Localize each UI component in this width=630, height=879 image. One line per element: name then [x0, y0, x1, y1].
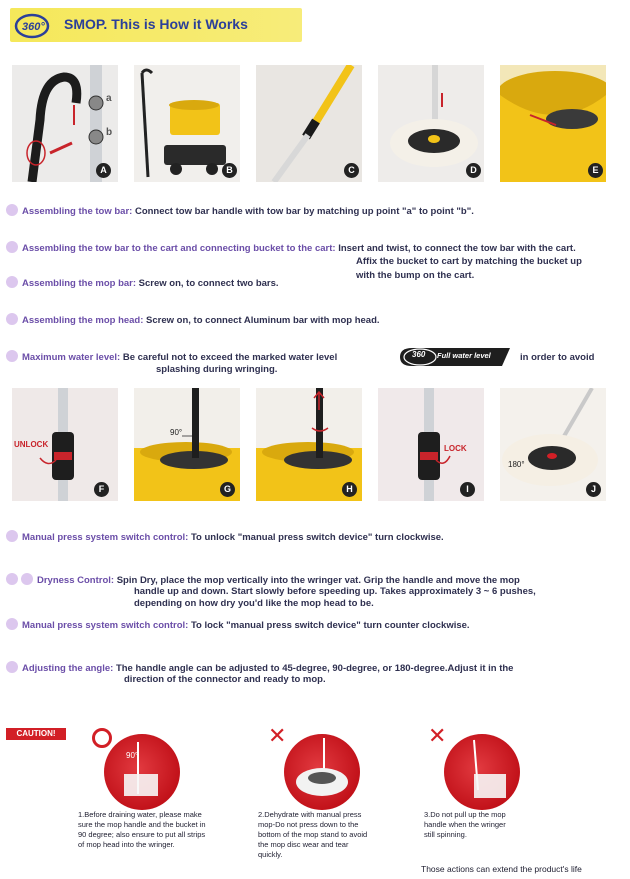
step-d-text: Screw on, to connect Aluminum bar with mop head. — [146, 315, 380, 326]
photo-b — [134, 65, 240, 182]
step-j-line2: direction of the connector and ready to mop. — [124, 674, 326, 685]
caution-text-1 — [78, 810, 206, 850]
step-j — [6, 661, 513, 675]
step-e-after: in order to avoid — [520, 352, 595, 363]
caution-label: CAUTION! — [6, 728, 66, 740]
step-d — [6, 313, 380, 327]
caution-line: 2.Dehydrate with manual press — [258, 810, 362, 819]
step-d-title: Assembling the mop head: — [22, 315, 144, 326]
step-j-title: Adjusting the angle: — [22, 663, 114, 674]
badge-j: J — [586, 482, 601, 497]
step-g-title: Dryness Control: — [37, 575, 115, 586]
bullet-icon — [6, 350, 18, 362]
badge-e: E — [588, 163, 603, 178]
step-g-line3: depending on how dry you'd like the mop head to be. — [134, 598, 374, 609]
logo-360-icon — [14, 11, 56, 39]
badge-i: I — [460, 482, 475, 497]
caution-line: 3.Do not pull up the mop — [424, 810, 506, 819]
bullet-icon — [21, 573, 33, 585]
caution-line: sure the mop handle and the bucket in — [78, 820, 206, 829]
caution-text-3 — [424, 810, 506, 840]
badge-d: D — [466, 163, 481, 178]
caution-image-1 — [104, 734, 180, 810]
badge-b: B — [222, 163, 237, 178]
point-b-label: b — [106, 127, 113, 138]
badge-a: A — [96, 163, 111, 178]
step-f-text: To unlock "manual press switch device" turn clockwise. — [190, 532, 444, 543]
correct-circle-icon — [92, 728, 112, 748]
step-i-title: Manual press system switch control: — [22, 620, 189, 631]
photo-i — [378, 388, 484, 501]
step-f-title: Manual press system switch control: — [22, 532, 189, 543]
bullet-icon — [6, 276, 18, 288]
step-e-line2: splashing during wringing. — [156, 364, 278, 375]
point-a-label: a — [106, 93, 112, 104]
step-b-line3: with the bump on the cart. — [356, 270, 475, 281]
step-e — [6, 350, 337, 364]
wrong-x-icon: ✕ — [268, 724, 287, 749]
logo-text: 360° — [22, 21, 45, 33]
bucket-90-degree-icon — [104, 734, 180, 810]
caution-line: mop-Do not press down to the — [258, 820, 359, 829]
photo-j — [500, 388, 606, 501]
badge-c: C — [344, 163, 359, 178]
step-e-text: Be careful not to exceed the marked water level — [122, 352, 338, 363]
angle-90-label: 90° — [170, 428, 183, 437]
caution-line: bottom of the mop stand to avoid — [258, 830, 368, 839]
caution-line: 90 degree; also ensure to put all strips — [78, 830, 206, 839]
step-j-text: The handle angle can be adjusted to 45-degree, 90-degree, or 180-degree.Adjust it in the — [115, 663, 514, 674]
step-c-text: Screw on, to connect two bars. — [138, 278, 279, 289]
page-title: SMOP. This is How it Works — [64, 16, 248, 32]
press-down-icon — [284, 734, 360, 810]
step-c-title: Assembling the mop bar: — [22, 278, 137, 289]
bullet-icon — [6, 530, 18, 542]
caution-line: the mop disc wear and tear — [258, 840, 349, 849]
step-i-text: To lock "manual press switch device" turn counter clockwise. — [190, 620, 470, 631]
step-g-line2: handle up and down. Start slowly before speeding up. Takes approximately 3 ~ 6 pushes, — [134, 586, 536, 597]
badge-h: H — [342, 482, 357, 497]
photo-d — [378, 65, 484, 182]
caution-text-2 — [258, 810, 367, 860]
step-c — [6, 276, 279, 290]
footer-note: Those actions can extend the product's life — [421, 864, 582, 874]
step-g — [6, 573, 520, 587]
step-i — [6, 618, 470, 632]
badge-g: G — [220, 482, 235, 497]
step-a-title: Assembling the tow bar: — [22, 206, 133, 217]
caution-image-3 — [444, 734, 520, 810]
bullet-icon — [6, 618, 18, 630]
wrong-x-icon: ✕ — [428, 724, 447, 749]
pull-up-icon — [444, 734, 520, 810]
photo-a — [12, 65, 118, 182]
bullet-icon — [6, 573, 18, 585]
photo-g — [134, 388, 240, 501]
caution-line: handle when the wringer — [424, 820, 506, 829]
water-badge-360: 360 — [412, 350, 426, 359]
step-f — [6, 530, 444, 544]
step-a-text: Connect tow bar handle with tow bar by matching up point "a" to point "b". — [134, 206, 474, 217]
bullet-icon — [6, 241, 18, 253]
step-a — [6, 204, 474, 218]
caution-angle-text: 90° — [126, 751, 139, 760]
lock-label: LOCK — [444, 444, 467, 453]
bullet-icon — [6, 661, 18, 673]
photo-h — [256, 388, 362, 501]
photo-f — [12, 388, 118, 501]
photo-c — [256, 65, 362, 182]
caution-line: still spinning. — [424, 830, 467, 839]
step-e-title: Maximum water level: — [22, 352, 121, 363]
step-b-line2: Affix the bucket to cart by matching the bucket up — [356, 256, 582, 267]
unlock-label: UNLOCK — [14, 440, 49, 449]
bullet-icon — [6, 204, 18, 216]
caution-line: of mop head into the wringer. — [78, 840, 175, 849]
caution-image-2 — [284, 734, 360, 810]
caution-line: quickly. — [258, 850, 283, 859]
photo-e — [500, 65, 606, 182]
header-banner — [10, 8, 302, 42]
step-b — [6, 241, 576, 255]
badge-f: F — [94, 482, 109, 497]
step-b-text: Insert and twist, to connect the tow bar with the cart. — [338, 243, 576, 254]
step-b-title: Assembling the tow bar to the cart and connecting bucket to the cart: — [22, 243, 336, 254]
step-g-text: Spin Dry, place the mop vertically into the wringer vat. Grip the handle and move the mop — [116, 575, 520, 586]
caution-line: 1.Before draining water, please make — [78, 810, 202, 819]
water-badge-text: Full water level — [437, 351, 491, 360]
bullet-icon — [6, 313, 18, 325]
angle-180-label: 180° — [508, 460, 525, 469]
